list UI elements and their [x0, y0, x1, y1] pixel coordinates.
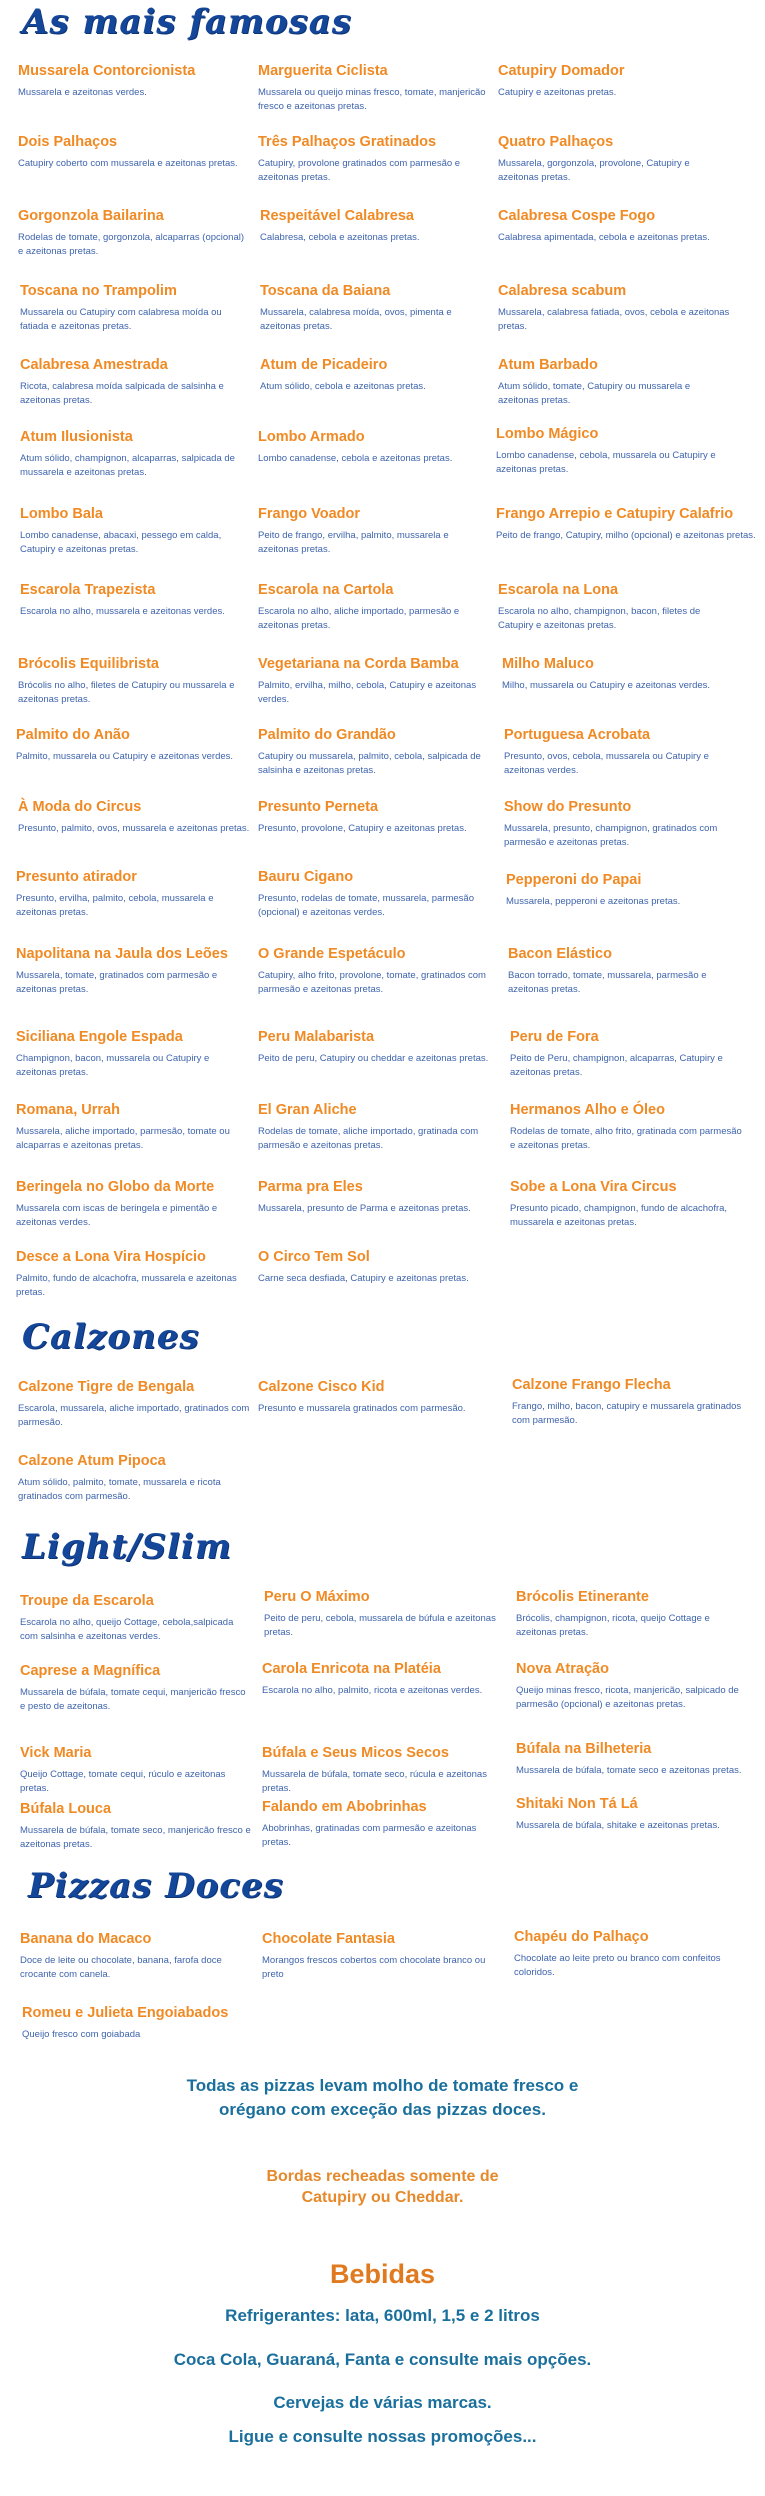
menu-item [498, 581, 730, 633]
menu-item [20, 356, 252, 408]
menu-item [510, 1101, 742, 1153]
item-name: Calzone Atum Pipoca [18, 1453, 166, 1469]
item-desc: Mussarela de búfala, tomate seco, manjericão fresco e azeitonas pretas. [20, 1825, 251, 1850]
menu-item [498, 356, 730, 408]
item-name: Pepperoni do Papai [506, 872, 642, 888]
menu-item [262, 1798, 494, 1850]
item-desc: Escarola no alho, queijo Cottage, cebola,salpicada com salsinha e azeitonas verdes. [20, 1617, 234, 1642]
item-name: Portuguesa Acrobata [504, 727, 651, 743]
item-desc: Mussarela ou queijo minas fresco, tomate, manjericão fresco e azeitonas pretas. [258, 87, 486, 112]
item-name: Sobe a Lona Vira Circus [510, 1179, 677, 1195]
item-name: Dois Palhaços [18, 134, 118, 150]
menu-item [502, 655, 734, 693]
item-desc: Lombo canadense, abacaxi, pessego em calda, Catupiry e azeitonas pretas. [20, 530, 222, 555]
menu-item [504, 726, 736, 778]
item-name: Falando em Abobrinhas [262, 1799, 427, 1815]
menu-item [16, 1028, 248, 1080]
item-desc: Mussarela de búfala, shitake e azeitonas pretas. [516, 1820, 720, 1831]
item-desc: Mussarela, presunto, champignon, gratinados com parmesão e azeitonas pretas. [504, 823, 718, 848]
menu-item [498, 133, 730, 185]
item-desc: Carne seca desfiada, Catupiry e azeitonas pretas. [258, 1273, 469, 1284]
item-name: Chapéu do Palhaço [514, 1929, 649, 1945]
menu-item [510, 1178, 742, 1230]
item-desc: Lombo canadense, cebola, mussarela ou Catupiry e azeitonas pretas. [496, 450, 716, 475]
item-desc: Calabresa apimentada, cebola e azeitonas pretas. [498, 232, 710, 243]
item-desc: Frango, milho, bacon, catupiry e mussarela gratinados com parmesão. [512, 1401, 742, 1426]
menu-item [516, 1660, 748, 1712]
menu-item [258, 798, 490, 836]
item-name: Nova Atração [516, 1661, 609, 1677]
item-name: O Circo Tem Sol [258, 1249, 370, 1265]
item-name: Toscana da Baiana [260, 283, 391, 299]
item-name: Beringela no Globo da Morte [16, 1179, 215, 1195]
section-title-famosas: As mais famosas [22, 2, 352, 42]
item-name: Calabresa Cospe Fogo [498, 208, 656, 224]
menu-item [260, 282, 492, 334]
item-desc: Mussarela de búfala, tomate seco, rúcula e azeitonas pretas. [262, 1769, 487, 1794]
item-desc: Rodelas de tomate, alho frito, gratinada com parmesão e azeitonas pretas. [510, 1126, 742, 1151]
item-name: Carola Enricota na Platéia [262, 1661, 441, 1677]
menu-item [18, 1452, 250, 1504]
item-desc: Calabresa, cebola e azeitonas pretas. [260, 232, 420, 243]
item-name: Calabresa Amestrada [20, 357, 168, 373]
item-desc: Presunto, ovos, cebola, mussarela ou Catupiry e azeitonas verdes. [504, 751, 709, 776]
menu-item [20, 282, 252, 334]
bebidas-line: Coca Cola, Guaraná, Fanta e consulte mais opções. [173, 2350, 592, 2369]
item-desc: Peito de Peru, champignon, alcaparras, Catupiry e azeitonas pretas. [510, 1053, 723, 1078]
menu-item [16, 945, 248, 997]
item-name: Frango Voador [258, 506, 361, 522]
menu-item [258, 133, 490, 185]
menu-item [18, 62, 250, 100]
item-name: El Gran Aliche [258, 1102, 357, 1118]
menu-item [18, 798, 250, 836]
item-desc: Presunto picado, champignon, fundo de alcachofra, mussarela e azeitonas pretas. [510, 1203, 728, 1228]
item-desc: Bacon torrado, tomate, mussarela, parmesão e azeitonas pretas. [508, 970, 707, 995]
menu-item [16, 1178, 248, 1230]
menu-item [258, 726, 490, 778]
item-desc: Atum sólido, tomate, Catupiry ou mussarela e azeitonas pretas. [498, 381, 691, 406]
item-name: Escarola na Cartola [258, 582, 394, 598]
menu-item [496, 505, 756, 543]
item-desc: Escarola no alho, aliche importado, parmesão e azeitonas pretas. [258, 606, 460, 631]
menu-item [258, 505, 490, 557]
item-desc: Mussarela, pepperoni e azeitonas pretas. [506, 896, 681, 907]
menu-item [258, 1028, 490, 1066]
menu-item [498, 282, 730, 334]
menu-item [16, 1248, 248, 1300]
menu-item [20, 1800, 252, 1852]
menu-item [260, 207, 492, 245]
item-name: Respeitável Calabresa [260, 208, 414, 224]
item-desc: Catupiry e azeitonas pretas. [498, 87, 617, 98]
menu-item [18, 133, 250, 171]
menu-item [262, 1930, 494, 1982]
item-name: Palmito do Anão [16, 727, 130, 743]
item-name: O Grande Espetáculo [258, 946, 406, 962]
item-desc: Mussarela, presunto de Parma e azeitonas pretas. [258, 1203, 471, 1214]
bebidas-line: Ligue e consulte nossas promoções... [228, 2427, 537, 2446]
menu-item [258, 1248, 490, 1286]
item-desc: Escarola no alho, palmito, ricota e azeitonas verdes. [262, 1685, 483, 1696]
item-name: Desce a Lona Vira Hospício [16, 1249, 206, 1265]
item-desc: Doce de leite ou chocolate, banana, farofa doce crocante com canela. [20, 1955, 222, 1980]
menu-item [16, 1101, 248, 1153]
item-name: Presunto Perneta [258, 799, 379, 815]
menu-item [258, 1101, 490, 1153]
menu-item [516, 1740, 748, 1778]
item-name: Búfala na Bilheteria [516, 1741, 652, 1757]
menu-item [496, 425, 728, 477]
item-name: Palmito do Grandão [258, 727, 396, 743]
item-desc: Presunto, rodelas de tomate, mussarela, parmesão (opcional) e azeitonas verdes. [258, 893, 474, 918]
item-desc: Catupiry coberto com mussarela e azeitonas pretas. [18, 158, 238, 169]
menu-item [20, 1592, 252, 1644]
item-name: Atum Ilusionista [20, 429, 133, 445]
menu-item [18, 655, 250, 707]
item-name: Calzone Tigre de Bengala [18, 1379, 195, 1395]
item-desc: Presunto, ervilha, palmito, cebola, mussarela e azeitonas pretas. [16, 893, 214, 918]
item-name: Catupiry Domador [498, 63, 625, 79]
menu-item [258, 581, 490, 633]
item-desc: Peito de peru, Catupiry ou cheddar e azeitonas pretas. [258, 1053, 489, 1064]
item-desc: Mussarela e azeitonas verdes. [18, 87, 147, 98]
item-name: Brócolis Equilibrista [18, 656, 159, 672]
item-name: Show do Presunto [504, 799, 632, 815]
menu-item [258, 1178, 490, 1216]
menu-item [258, 868, 490, 920]
item-name: Lombo Armado [258, 429, 365, 445]
item-name: Banana do Macaco [20, 1931, 152, 1947]
item-desc: Escarola no alho, mussarela e azeitonas verdes. [20, 606, 225, 617]
item-desc: Peito de frango, ervilha, palmito, mussarela e azeitonas pretas. [258, 530, 449, 555]
item-desc: Ricota, calabresa moída salpicada de salsinha e azeitonas pretas. [20, 381, 224, 406]
item-desc: Queijo Cottage, tomate cequi, rúculo e azeitonas pretas. [20, 1769, 226, 1794]
menu-item [516, 1588, 748, 1640]
menu-item [20, 1662, 252, 1714]
menu-item [258, 945, 490, 997]
menu-item [16, 726, 248, 764]
item-name: À Moda do Circus [18, 799, 142, 815]
item-name: Bauru Cigano [258, 869, 354, 885]
item-desc: Presunto, palmito, ovos, mussarela e azeitonas pretas. [18, 823, 250, 834]
menu-item [258, 655, 490, 707]
item-desc: Atum sólido, palmito, tomate, mussarela e ricota gratinados com parmesão. [18, 1477, 221, 1502]
item-name: Frango Arrepio e Catupiry Calafrio [496, 506, 734, 522]
item-desc: Mussarela, tomate, gratinados com parmesão e azeitonas pretas. [16, 970, 218, 995]
bebidas-title: Bebidas [329, 2259, 436, 2289]
footer-bordas-line2: Catupiry ou Cheddar. [301, 2189, 464, 2206]
item-name: Marguerita Ciclista [258, 63, 388, 79]
menu-item [258, 62, 490, 114]
section-title-light: Light/Slim [22, 1527, 232, 1567]
item-desc: Brócolis no alho, filetes de Catupiry ou mussarela e azeitonas pretas. [18, 680, 235, 705]
item-name: Escarola na Lona [498, 582, 619, 598]
item-desc: Catupiry, alho frito, provolone, tomate, gratinados com parmesão e azeitonas pretas. [258, 970, 486, 995]
menu-item [498, 62, 730, 100]
item-desc: Atum sólido, champignon, alcaparras, salpicada de mussarela e azeitonas pretas. [20, 453, 235, 478]
menu-item [504, 798, 736, 850]
item-desc: Champignon, bacon, mussarela ou Catupiry e azeitonas pretas. [16, 1053, 210, 1078]
footer-note-line1: Todas as pizzas levam molho de tomate fresco e [186, 2076, 579, 2095]
item-name: Hermanos Alho e Óleo [510, 1102, 665, 1118]
item-desc: Catupiry ou mussarela, palmito, cebola, salpicada de salsinha e azeitonas pretas. [258, 751, 481, 776]
menu-item [260, 356, 492, 394]
menu-item [508, 945, 740, 997]
item-name: Gorgonzola Bailarina [18, 208, 164, 224]
item-desc: Mussarela com iscas de beringela e pimentão e azeitonas verdes. [16, 1203, 218, 1228]
item-desc: Escarola, mussarela, aliche importado, gratinados com parmesão. [18, 1403, 250, 1428]
item-name: Vick Maria [20, 1745, 92, 1761]
item-name: Parma pra Eles [258, 1179, 363, 1195]
item-name: Lombo Bala [20, 506, 103, 522]
item-desc: Escarola no alho, champignon, bacon, filetes de Catupiry e azeitonas pretas. [498, 606, 701, 631]
item-name: Vegetariana na Corda Bamba [258, 656, 459, 672]
menu-item [264, 1588, 496, 1640]
item-name: Atum Barbado [498, 357, 598, 373]
item-desc: Presunto e mussarela gratinados com parmesão. [258, 1403, 466, 1414]
item-name: Mussarela Contorcionista [18, 63, 196, 79]
menu-item [262, 1660, 494, 1698]
item-desc: Lombo canadense, cebola e azeitonas pretas. [258, 453, 453, 464]
item-desc: Mussarela de búfala, tomate seco e azeitonas pretas. [516, 1765, 742, 1776]
menu-item [514, 1928, 746, 1980]
item-desc: Rodelas de tomate, aliche importado, gratinada com parmesão e azeitonas pretas. [258, 1126, 479, 1151]
menu-item [20, 1744, 252, 1796]
item-desc: Queijo fresco com goiabada [22, 2029, 141, 2040]
item-name: Calzone Frango Flecha [512, 1377, 671, 1393]
item-desc: Queijo minas fresco, ricota, manjericão, salpicado de parmesão (opcional) e azeitonas pretas. [516, 1685, 739, 1710]
item-name: Presunto atirador [16, 869, 137, 885]
item-name: Toscana no Trampolim [20, 283, 177, 299]
bebidas-line: Refrigerantes: lata, 600ml, 1,5 e 2 litros [225, 2306, 540, 2325]
item-name: Peru O Máximo [264, 1589, 370, 1605]
menu-item [506, 871, 738, 909]
item-name: Peru Malabarista [258, 1029, 375, 1045]
item-desc: Abobrinhas, gratinadas com parmesão e azeitonas pretas. [262, 1823, 477, 1848]
menu-item [258, 1378, 490, 1416]
menu-item [510, 1028, 742, 1080]
item-desc: Mussarela ou Catupiry com calabresa moída ou fatiada e azeitonas pretas. [20, 307, 222, 332]
item-desc: Milho, mussarela ou Catupiry e azeitonas verdes. [502, 680, 711, 691]
menu-item [16, 868, 248, 920]
item-desc: Mussarela de búfala, tomate cequi, manjericão fresco e pesto de azeitonas. [20, 1687, 246, 1712]
item-name: Troupe da Escarola [20, 1593, 154, 1609]
bebidas-line: Cervejas de várias marcas. [273, 2393, 492, 2412]
menu-item [18, 1378, 250, 1430]
menu-item [258, 428, 490, 466]
menu-item [20, 581, 252, 619]
item-name: Lombo Mágico [496, 426, 599, 442]
menu-item [20, 505, 252, 557]
item-name: Atum de Picadeiro [260, 357, 388, 373]
item-name: Calzone Cisco Kid [258, 1379, 385, 1395]
item-name: Búfala Louca [20, 1801, 112, 1817]
footer-bordas-line1: Bordas recheadas somente de [266, 2168, 499, 2185]
item-name: Romeu e Julieta Engoiabados [22, 2005, 229, 2021]
item-desc: Morangos frescos cobertos com chocolate branco ou preto [262, 1955, 486, 1980]
item-desc: Mussarela, calabresa fatiada, ovos, cebola e azeitonas pretas. [498, 307, 730, 332]
menu-item [512, 1376, 744, 1428]
item-name: Quatro Palhaços [498, 134, 614, 150]
section-title-calzones: Calzones [22, 1317, 200, 1357]
item-desc: Palmito, ervilha, milho, cebola, Catupiry e azeitonas verdes. [258, 680, 477, 705]
menu-item [498, 207, 730, 245]
menu-item [262, 1744, 494, 1796]
item-desc: Chocolate ao leite preto ou branco com confeitos coloridos. [514, 1953, 721, 1978]
item-desc: Mussarela, aliche importado, parmesão, tomate ou alcaparras e azeitonas pretas. [16, 1126, 230, 1151]
footer-note-line2: orégano com exceção das pizzas doces. [219, 2100, 546, 2119]
item-name: Bacon Elástico [508, 946, 612, 962]
item-desc: Atum sólido, cebola e azeitonas pretas. [260, 381, 426, 392]
menu-item [18, 207, 250, 259]
section-title-doces: Pizzas Doces [28, 1866, 284, 1906]
item-desc: Palmito, mussarela ou Catupiry e azeitonas verdes. [16, 751, 234, 762]
item-name: Escarola Trapezista [20, 582, 156, 598]
menu-item [20, 428, 252, 480]
item-name: Milho Maluco [502, 656, 594, 672]
item-name: Chocolate Fantasia [262, 1931, 395, 1947]
item-desc: Presunto, provolone, Catupiry e azeitonas pretas. [258, 823, 467, 834]
item-name: Romana, Urrah [16, 1102, 120, 1118]
item-name: Peru de Fora [510, 1029, 599, 1045]
item-name: Calabresa scabum [498, 283, 627, 299]
item-name: Brócolis Etinerante [516, 1589, 649, 1605]
item-desc: Peito de peru, cebola, mussarela de búfula e azeitonas pretas. [264, 1613, 496, 1638]
item-desc: Brócolis, champignon, ricota, queijo Cottage e azeitonas pretas. [516, 1613, 710, 1638]
item-name: Siciliana Engole Espada [16, 1029, 183, 1045]
item-name: Três Palhaços Gratinados [258, 134, 437, 150]
item-desc: Mussarela, gorgonzola, provolone, Catupiry e azeitonas pretas. [498, 158, 690, 183]
item-desc: Palmito, fundo de alcachofra, mussarela e azeitonas pretas. [16, 1273, 237, 1298]
item-desc: Mussarela, calabresa moída, ovos, pimenta e azeitonas pretas. [260, 307, 452, 332]
menu-item [516, 1795, 748, 1833]
item-desc: Catupiry, provolone gratinados com parmesão e azeitonas pretas. [258, 158, 461, 183]
item-desc: Rodelas de tomate, gorgonzola, alcaparras (opcional) e azeitonas pretas. [18, 232, 245, 257]
item-name: Búfala e Seus Micos Secos [262, 1745, 449, 1761]
menu-item [22, 2004, 322, 2042]
menu-item [20, 1930, 252, 1982]
item-name: Caprese a Magnífica [20, 1663, 161, 1679]
item-desc: Peito de frango, Catupiry, milho (opcional) e azeitonas pretas. [496, 530, 756, 541]
item-name: Shitaki Non Tá Lá [516, 1796, 638, 1812]
item-name: Napolitana na Jaula dos Leões [16, 946, 228, 962]
